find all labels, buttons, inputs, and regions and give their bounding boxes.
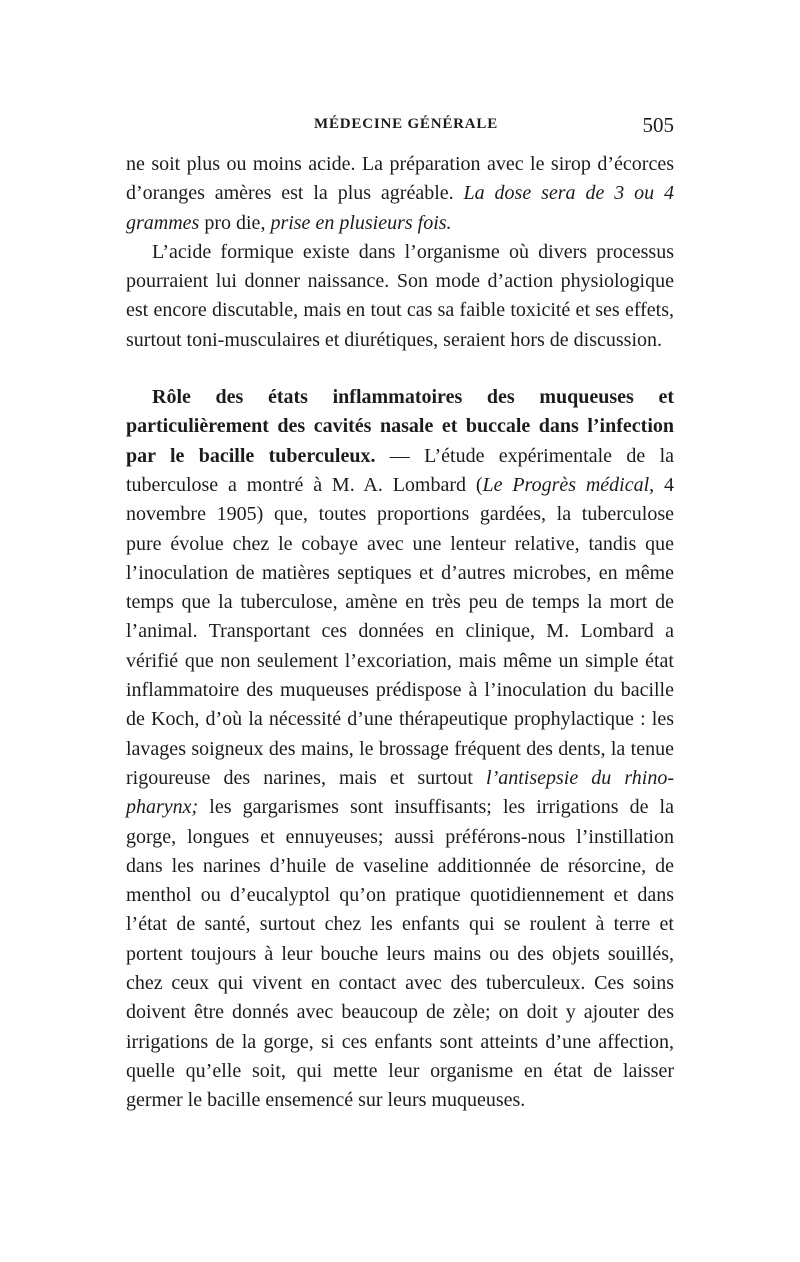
paragraph-text: , 4 novembre 1905) que, toutes proportions gardées, la tuberculose pure évolue chez le cobaye avec une lenteur relative, tandis que l’inoculation de matières septiques et d’autres microbes, en même temps que la tuberculose, amène en très peu de temps la mort de l’animal. Transportant ces données en clinique, M. Lombard a vérifié que non seulement l’excoriation, mais même un simple état inflammatoire des muqueuses prédispose à l’inoculation du bacille de Koch, d’où la nécessité d’une thérapeutique prophylactique : les lavages soigneux des mains, le brossage fréquent des dents, la tenue rigoureuse des narines, mais et surtout: [126, 473, 675, 789]
prise-italic: prise en plusieurs fois.: [270, 211, 452, 234]
body-text: [126, 150, 674, 1116]
paragraph-continuation: [126, 150, 674, 238]
paragraph-text: pro die,: [199, 211, 271, 234]
page-number: 505: [642, 113, 674, 137]
dose-italic: La dose sera de 3 ou 4 grammes: [126, 182, 674, 234]
paragraph-text: — L’étude expérimentale de la tuberculose a montré à M. A. Lombard (: [126, 444, 674, 496]
section-heading: Rôle des états inflammatoires des muqueuses et particulièrement des cavités nasale et buccale dans l’infection par le bacille tuberculeux.: [126, 386, 674, 467]
running-head: MÉDECINE GÉNÉRALE: [314, 116, 499, 132]
paragraph-text: les gargarismes sont insuffisants; les irrigations de la gorge, longues et ennuyeuses; aussi préférons-nous l’instillation dans les narines d’huile de vaseline additionnée de résorcine, de menthol ou d’eucalyptol qu’on pratique quotidiennement et dans l’état de santé, surtout chez les enfants qui se roulent à terre et portent toujours à leur bouche leurs mains ou des objets souillés, chez ceux qui vivent en contact avec des tuberculeux. Ces soins doivent être donnés avec beaucoup de zèle; on doit y ajouter des irrigations de la gorge, si ces enfants sont atteints d’une affection, quelle qu’elle soit, qui mette leur organisme en état de laisser germer le bacille ensemencé sur leurs muqueuses.: [126, 796, 674, 1112]
paragraph-acide-formique: [126, 238, 674, 355]
page-header: [126, 113, 674, 140]
antisepsie-italic: l’antisepsie du rhino-pharynx;: [126, 766, 674, 819]
paragraph-section: [126, 383, 674, 1115]
paragraph-text: ne soit plus ou moins acide. La préparation avec le sirop d’écorces d’oranges amères est la plus agréable.: [126, 153, 674, 205]
paragraph-text: L’acide formique existe dans l’organisme où divers processus pourraient lui donner naissance. Son mode d’action physiologique est encore discutable, mais en tout cas sa faible toxicité et ses effets, surtout toni-musculaires et diurétiques, seraient hors de discussion.: [126, 240, 674, 351]
journal-title: Le Progrès médical: [482, 473, 650, 496]
